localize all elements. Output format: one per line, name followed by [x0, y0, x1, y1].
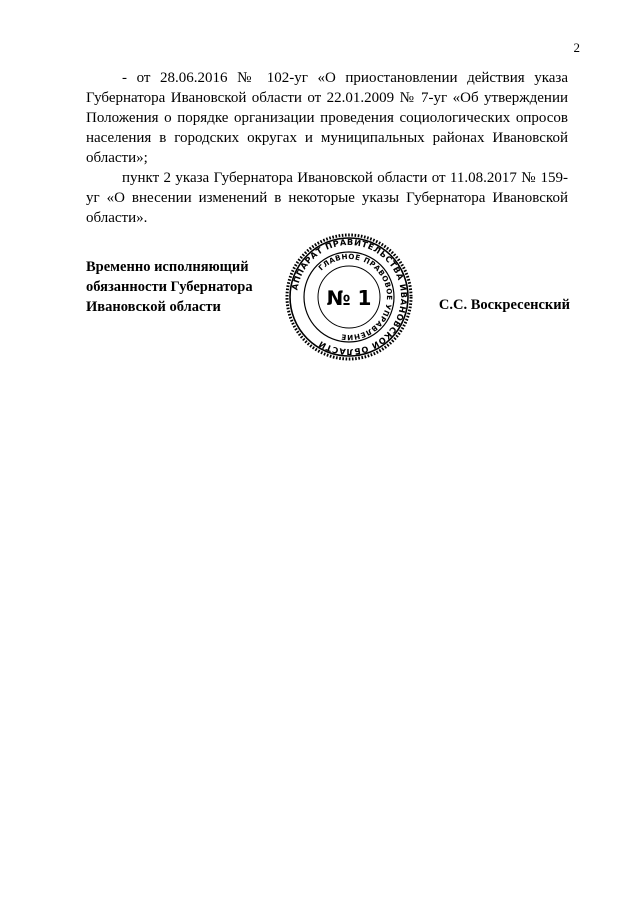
paragraph-decree-2017: пункт 2 указа Губернатора Ивановской области от 11.08.2017 № 159-уг «О внесении изменений в некоторые указы Губернатора Ивановской области». [86, 170, 568, 226]
page-number: 2 [573, 40, 580, 55]
signatory-title [86, 257, 286, 317]
official-seal [284, 232, 414, 362]
seal-number: № 1 [326, 286, 372, 310]
paragraph-decree-2016: - от 28.06.2016 № 102-уг «О приостановлении действия указа Губернатора Ивановской области от 22.01.2009 № 7-уг «Об утверждении Положения о порядке организации проведения социологических опросов населения в городских округах и муниципальных районах Ивановской области»; [86, 70, 568, 166]
document-body [86, 68, 568, 228]
signatory-title-line: Временно исполняющий [86, 259, 249, 275]
seal-inner-text: ГЛАВНОЕ ПРАВОВОЕ УПРАВЛЕНИЕ [316, 251, 395, 343]
signatory-name: С.С. Воскресенский [438, 297, 570, 313]
seal-outer-text: АППАРАТ ПРАВИТЕЛЬСТВА ИВАНОВСКОЙ ОБЛАСТИ [289, 236, 410, 358]
signatory-title-line: обязанности Губернатора [86, 279, 253, 295]
signatory-title-line: Ивановской области [86, 299, 221, 315]
